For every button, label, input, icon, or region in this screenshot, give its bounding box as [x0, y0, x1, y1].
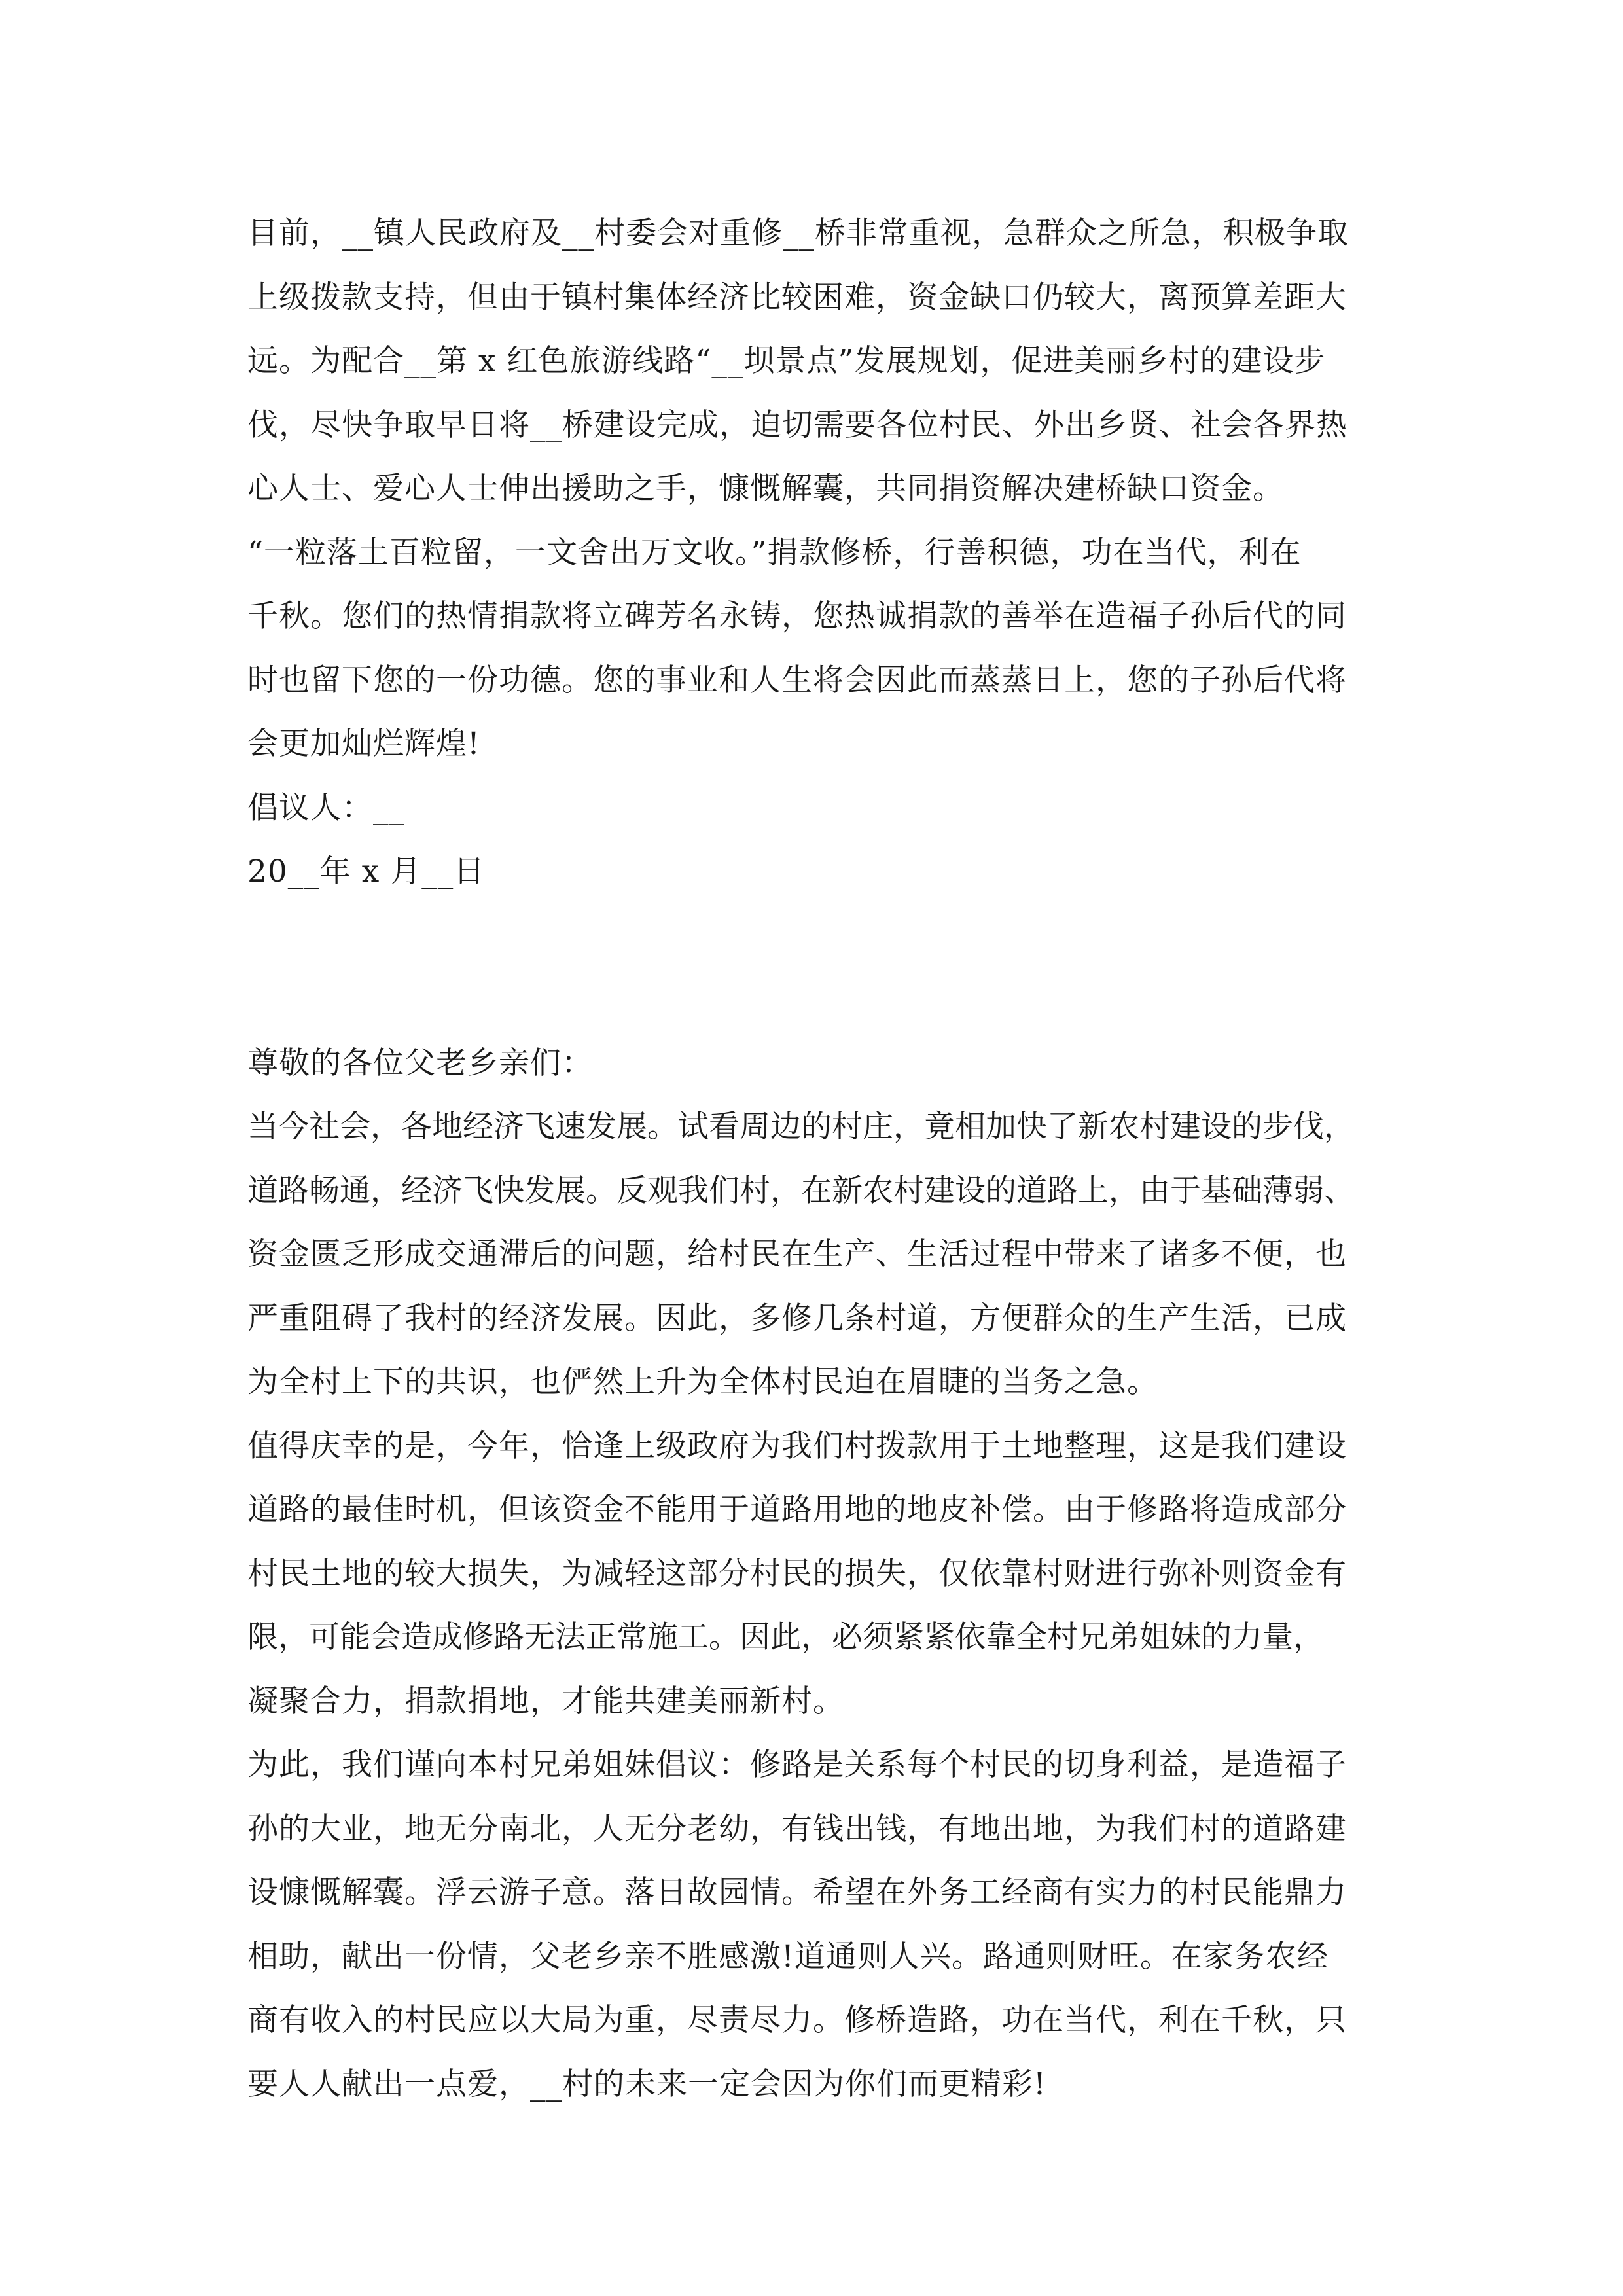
paragraph-line: 心人士、爱心人士伸出援助之手，慷慨解囊，共同捐资解决建桥缺口资金。	[247, 471, 1284, 507]
paragraph-line: 相助，献出一份情，父老乡亲不胜感激!道通则人兴。路通则财旺。在家务农经	[247, 1938, 1329, 1975]
paragraph-line: “一粒落土百粒留，一文舍出万文收。”捐款修桥，行善积德，功在当代，利在	[247, 534, 1302, 571]
paragraph-line: 为全村上下的共识，也俨然上升为全体村民迫在眉睫的当务之急。	[247, 1364, 1158, 1400]
paragraph-line: 伐，尽快争取早日将__桥建设完成，迫切需要各位村民、外出乡贤、社会各界热	[247, 406, 1347, 443]
paragraph-line: 严重阻碍了我村的经济发展。因此，多修几条村道，方便群众的生产生活，已成	[247, 1300, 1347, 1336]
paragraph-line: 当今社会，各地经济飞速发展。试看周边的村庄，竟相加快了新农村建设的步伐，	[247, 1109, 1355, 1145]
date-line: 20__年 x 月__日	[247, 853, 486, 889]
paragraph-line: 远。为配合__第 x 红色旅游线路“__坝景点”发展规划，促进美丽乡村的建设步	[247, 343, 1326, 379]
bridge-donation-appeal	[247, 202, 1381, 904]
paragraph-line: 会更加灿烂辉煌!	[247, 726, 480, 762]
paragraph-line: 上级拨款支持，但由于镇村集体经济比较困难，资金缺口仍较大，离预算差距大	[247, 279, 1347, 315]
paragraph-line: 资金匮乏形成交通滞后的问题，给村民在生产、生活过程中带来了诸多不便，也	[247, 1236, 1347, 1272]
paragraph-line: 凝聚合力，捐款捐地，才能共建美丽新村。	[247, 1683, 844, 1719]
paragraph-line: 值得庆幸的是，今年，恰逢上级政府为我们村拨款用于土地整理，这是我们建设	[247, 1427, 1347, 1464]
paragraph-line: 千秋。您们的热情捐款将立碑芳名永铸，您热诚捐款的善举在造福子孙后代的同	[247, 598, 1347, 634]
paragraph-line: 为此，我们谨向本村兄弟姐妹倡议：修路是关系每个村民的切身利益，是造福子	[247, 1747, 1347, 1783]
road-donation-appeal	[247, 1031, 1381, 2117]
paragraph-line: 要人人献出一点爱，__村的未来一定会因为你们而更精彩!	[247, 2066, 1046, 2102]
section-spacer	[247, 904, 1381, 1031]
paragraph-line: 商有收入的村民应以大局为重，尽责尽力。修桥造路，功在当代，利在千秋，只	[247, 2002, 1347, 2038]
paragraph-line: 村民土地的较大损失，为减轻这部分村民的损失，仅依靠村财进行弥补则资金有	[247, 1555, 1347, 1592]
paragraph-line: 道路畅通，经济飞快发展。反观我们村，在新农村建设的道路上，由于基础薄弱、	[247, 1172, 1355, 1209]
paragraph-line: 限，可能会造成修路无法正常施工。因此，必须紧紧依靠全村兄弟姐妹的力量，	[247, 1619, 1324, 1655]
initiator-line: 倡议人：__	[247, 789, 405, 826]
paragraph-line: 时也留下您的一份功德。您的事业和人生将会因此而蒸蒸日上，您的子孙后代将	[247, 662, 1347, 698]
salutation-line: 尊敬的各位父老乡亲们：	[247, 1045, 593, 1081]
paragraph-line: 孙的大业，地无分南北，人无分老幼，有钱出钱，有地出地，为我们村的道路建	[247, 1810, 1347, 1847]
paragraph-line: 道路的最佳时机，但该资金不能用于道路用地的地皮补偿。由于修路将造成部分	[247, 1492, 1347, 1528]
paragraph-line: 设慷慨解囊。浮云游子意。落日故园情。希望在外务工经商有实力的村民能鼎力	[247, 1874, 1347, 1910]
paragraph-line: 目前，__镇人民政府及__村委会对重修__桥非常重视，急群众之所急，积极争取	[247, 215, 1349, 251]
